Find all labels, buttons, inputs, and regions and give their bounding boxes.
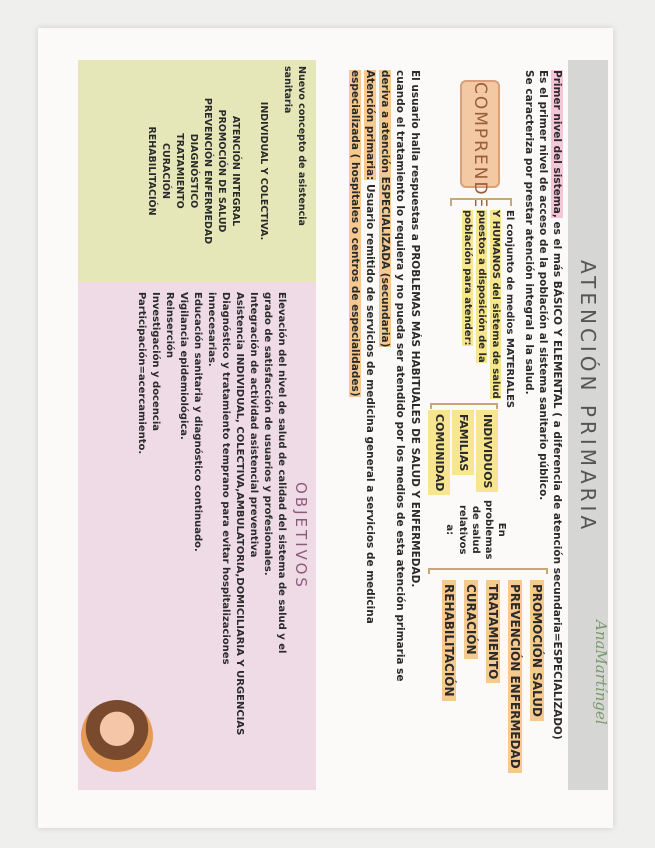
usuario-line4: Usuario remitido de servicios de medicina general a servicios de medicina — [364, 180, 376, 624]
grupos-list — [426, 410, 498, 495]
grupo-comunidad: COMUNIDAD — [428, 410, 450, 495]
concepto-item: CURACIÓN — [160, 143, 171, 199]
bracket-acciones — [428, 568, 548, 574]
usuario-line2: cuando el tratamiento lo requiera y no pueda ser atendido por los medios de esta atención primaria se — [394, 70, 406, 682]
avatar-illustration — [81, 700, 153, 772]
objetivo-item: Reinserción — [164, 292, 175, 359]
concepto-item: PREVENCIÓN ENFERMEDAD — [202, 97, 213, 245]
usuario-line4-label: Atención primaria: — [364, 70, 376, 181]
concepto-item: PROMOCIÓN DE SALUD — [216, 109, 227, 233]
conjunto-line1: El conjunto de medios MATERIALES — [504, 210, 515, 409]
bracket-grupos — [430, 403, 498, 409]
accion-tratamiento: TRATAMIENTO — [486, 580, 500, 683]
title-bar — [568, 60, 608, 790]
objetivos-list — [134, 292, 288, 780]
accion-promocion: PROMOCIÓN SALUD — [530, 580, 544, 721]
objetivo-item: grado de satisfacción de usuarios y profesionales. — [262, 292, 273, 576]
accion-curacion: CURACIÓN — [464, 580, 478, 659]
objetivo-item: Asistencia INDIVIDUAL, COLECTIVA,AMBULATORIA,DOMICILIARIA Y URGENCIAS — [234, 292, 245, 736]
objetivo-item: Vigilancia epidemiológica. — [178, 292, 189, 440]
acciones-list — [438, 580, 548, 773]
objetivo-item: Elevación del nivel de salud de calidad del sistema de salud y el — [276, 292, 287, 654]
page-title: ATENCIÓN PRIMARIA — [576, 260, 600, 534]
mindmap-canvas — [48, 60, 608, 790]
conjunto-line3: puestos a disposición de la — [476, 210, 487, 363]
usuario-line1: El usuario halla respuestas a PROBLEMAS MÁS HABITUALES DE SALUD Y ENFERMEDAD. — [409, 70, 421, 588]
en-l4: relativos — [457, 505, 468, 555]
concepto-item: ATENCIÓN INTEGRAL — [230, 115, 241, 227]
conjunto-text — [460, 210, 516, 410]
conjunto-line4: población para atender: — [462, 210, 473, 346]
objetivo-item: Diagnóstico y tratamiento temprano para evitar hospitalizaciones — [220, 292, 231, 665]
objetivo-item: Investigación y docencia — [150, 292, 161, 431]
author-signature: AnaMartíngel — [592, 620, 610, 725]
en-l5: a: — [444, 524, 455, 536]
objetivo-item: Participación=acercamiento. — [136, 292, 147, 455]
concepto-intro: Nuevo concepto de asistencia sanitaria — [282, 66, 307, 226]
concepto-panel — [78, 60, 316, 282]
concepto-item: REHABILITACIÓN — [146, 126, 157, 216]
objetivo-item: Integración de actividad asistencial preventiva — [248, 292, 259, 558]
grupo-individuos: INDIVIDUOS — [476, 410, 498, 492]
intro-line1: es el más BÁSICO Y ELEMENTAL ( a diferencia de atención secundaria=ESPECIALIZADO) — [551, 217, 563, 740]
comprende-box: COMPRENDE — [460, 80, 500, 188]
objetivo-item: Educación sanitaria y diagnóstico continuado. — [192, 292, 203, 552]
usuario-line5: especializada ( hospitales o centros de especialidades) — [349, 70, 361, 397]
objetivos-title: OBJETIVOS — [292, 482, 310, 590]
en-l3: de salud — [470, 505, 481, 554]
concepto-item: TRATAMIENTO — [174, 133, 185, 209]
accion-prevencion: PREVENCIÓN ENFERMEDAD — [508, 580, 522, 773]
conjunto-line2: Y HUMANOS del sistema de salud — [490, 210, 501, 399]
intro-line3: Se caracteriza por prestar atención integral a la salud. — [523, 70, 535, 395]
en-l1: En — [496, 522, 507, 537]
objetivo-item: innecesarias. — [206, 292, 217, 367]
grupo-familias: FAMILIAS — [452, 410, 474, 475]
intro-line2: Es el primer nivel de acceso de la población al sistema sanitario público. — [537, 70, 549, 501]
concepto-item: DIAGNÓSTICO — [188, 133, 199, 209]
usuario-text — [347, 70, 422, 770]
intro-highlight: Primer nivel del sistema, — [551, 70, 563, 218]
concepto-item: INDIVIDUAL Y COLECTIVA. — [258, 101, 269, 241]
en-problemas — [443, 500, 508, 559]
bracket-conjunto — [450, 198, 512, 206]
accion-rehabilitacion: REHABILITACIÓN — [442, 580, 456, 701]
en-l2: problemas — [483, 500, 494, 560]
usuario-line3: deriva a atención ESPECIALIZADA (secundaria) — [379, 70, 391, 348]
